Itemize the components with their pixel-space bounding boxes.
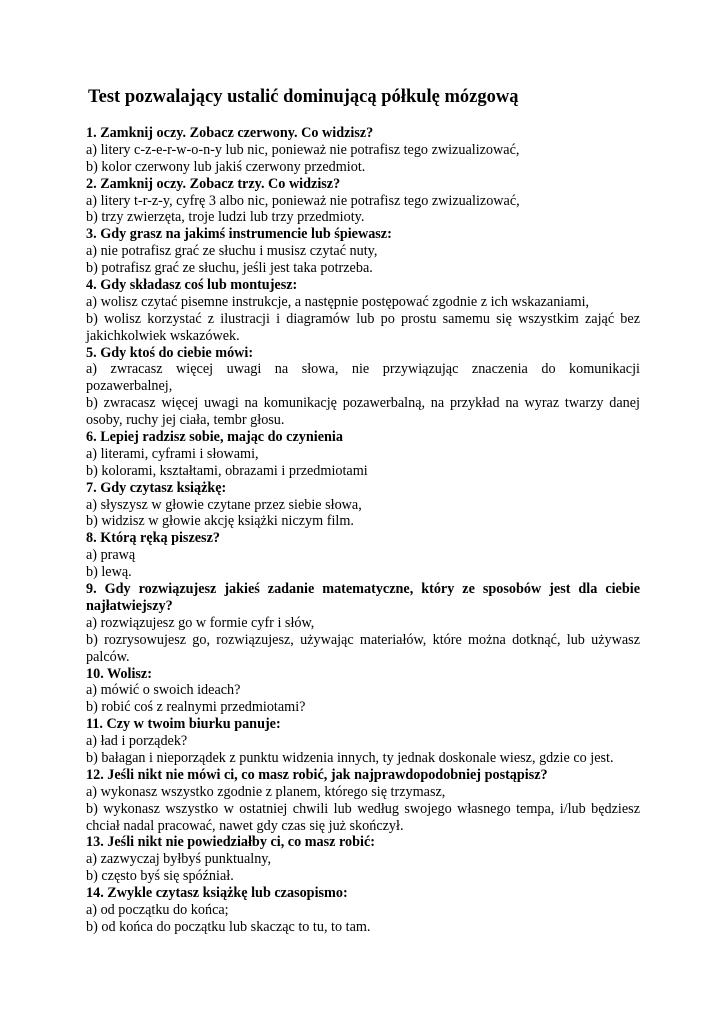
- answer-line: b) rozrysowujesz go, rozwiązujesz, używając materiałów, które można dotknąć, lub używasz: [86, 631, 640, 648]
- question-line: 6. Lepiej radzisz sobie, mając do czynienia: [86, 429, 343, 446]
- question-line: 9. Gdy rozwiązujesz jakieś zadanie matematyczne, który ze sposobów jest dla ciebie: [86, 581, 640, 598]
- answer-line: palców.: [86, 648, 130, 665]
- page-title: Test pozwalający ustalić dominującą półkulę mózgową: [88, 87, 519, 107]
- answer-line: b) potrafisz grać ze słuchu, jeśli jest taka potrzeba.: [86, 260, 373, 277]
- answer-line: a) ład i porządek?: [86, 733, 188, 750]
- answer-line: b) bałagan i nieporządek z punktu widzenia innych, ty jednak doskonale wiesz, gdzie co jest.: [86, 749, 614, 766]
- answer-line: b) wykonasz wszystko w ostatniej chwili lub według swojego własnego tempa, i/lub będziesz: [86, 800, 640, 817]
- answer-line: b) zwracasz więcej uwagi na komunikację pozawerbalną, na przykład na wyraz twarzy danej: [86, 395, 640, 412]
- question-line: 3. Gdy grasz na jakimś instrumencie lub śpiewasz:: [86, 226, 392, 243]
- question-line: 12. Jeśli nikt nie mówi ci, co masz robić, jak najprawdopodobniej postąpisz?: [86, 766, 548, 783]
- answer-line: b) kolorami, kształtami, obrazami i przedmiotami: [86, 462, 368, 479]
- question-line: 8. Którą ręką piszesz?: [86, 530, 220, 547]
- answer-line: b) lewą.: [86, 564, 132, 581]
- answer-line: osoby, ruchy jej ciała, tembr głosu.: [86, 412, 285, 429]
- answer-line: a) litery c-z-e-r-w-o-n-y lub nic, ponieważ nie potrafisz tego zwizualizować,: [86, 141, 520, 158]
- answer-line: b) robić coś z realnymi przedmiotami?: [86, 699, 306, 716]
- answer-line: a) wolisz czytać pisemne instrukcje, a następnie postępować zgodnie z ich wskazaniami,: [86, 293, 590, 310]
- answer-line: a) rozwiązujesz go w formie cyfr i słów,: [86, 614, 315, 631]
- question-line: 1. Zamknij oczy. Zobacz czerwony. Co widzisz?: [86, 125, 374, 141]
- answer-line: a) literami, cyframi i słowami,: [86, 445, 259, 462]
- question-line: najłatwiejszy?: [86, 597, 173, 614]
- answer-line: b) widzisz w głowie akcję książki niczym film.: [86, 513, 354, 530]
- answer-line: jakichkolwiek wskazówek.: [86, 327, 240, 344]
- answer-line: b) wolisz korzystać z ilustracji i diagramów lub po prostu samemu się wszystkim zająć bez: [86, 310, 640, 327]
- answer-line: b) od końca do początku lub skacząc to tu, to tam.: [86, 918, 371, 935]
- answer-line: a) od początku do końca;: [86, 901, 229, 918]
- answer-line: chciał nadal pracować, nawet gdy czas się już skończył.: [86, 817, 404, 834]
- answer-line: pozawerbalnej,: [86, 378, 173, 395]
- question-line: 2. Zamknij oczy. Zobacz trzy. Co widzisz?: [86, 175, 341, 192]
- question-line: 14. Zwykle czytasz książkę lub czasopismo:: [86, 885, 348, 902]
- answer-line: a) nie potrafisz grać ze słuchu i musisz czytać nuty,: [86, 243, 378, 260]
- question-line: 10. Wolisz:: [86, 665, 152, 682]
- answer-line: a) zwracasz więcej uwagi na słowa, nie przywiązując znaczenia do komunikacji: [86, 361, 640, 378]
- question-line: 4. Gdy składasz coś lub montujesz:: [86, 277, 298, 294]
- answer-line: b) kolor czerwony lub jakiś czerwony przedmiot.: [86, 158, 366, 175]
- question-line: 5. Gdy ktoś do ciebie mówi:: [86, 344, 254, 361]
- answer-line: b) trzy zwierzęta, troje ludzi lub trzy przedmioty.: [86, 209, 365, 226]
- answer-line: a) litery t-r-z-y, cyfrę 3 albo nic, ponieważ nie potrafisz tego zwizualizować,: [86, 192, 520, 209]
- answer-line: a) wykonasz wszystko zgodnie z planem, którego się trzymasz,: [86, 783, 446, 800]
- answer-line: a) słyszysz w głowie czytane przez siebie słowa,: [86, 496, 362, 513]
- answer-line: b) często byś się spóźniał.: [86, 868, 234, 885]
- question-line: 7. Gdy czytasz książkę:: [86, 479, 227, 496]
- answer-line: a) prawą: [86, 547, 136, 564]
- answer-line: a) mówić o swoich ideach?: [86, 682, 241, 699]
- question-line: 11. Czy w twoim biurku panuje:: [86, 716, 281, 733]
- questionnaire-body: [86, 125, 640, 936]
- answer-line: a) zazwyczaj byłbyś punktualny,: [86, 851, 272, 868]
- question-line: 13. Jeśli nikt nie powiedziałby ci, co masz robić:: [86, 834, 375, 851]
